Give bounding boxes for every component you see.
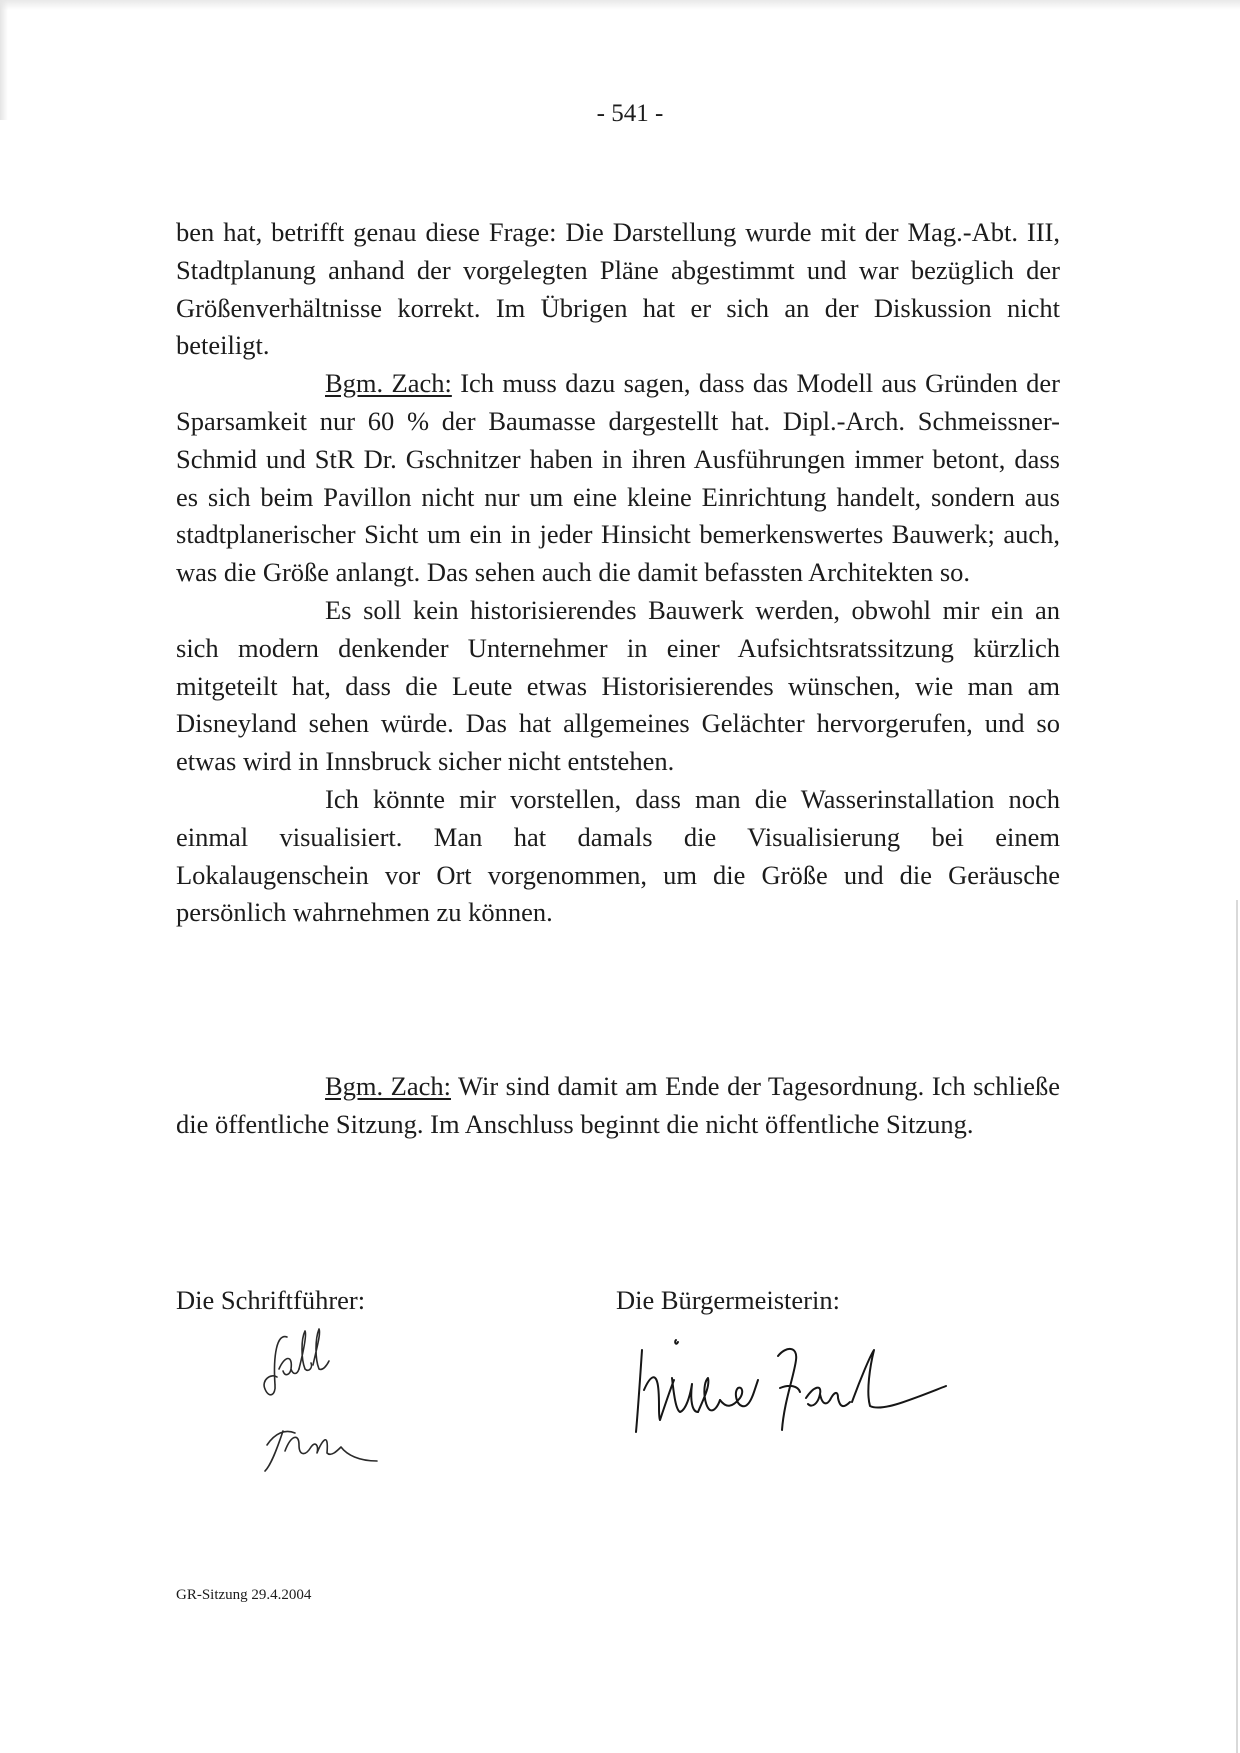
secretary-signatures bbox=[255, 1325, 445, 1495]
footer-meeting-date: GR-Sitzung 29.4.2004 bbox=[176, 1587, 312, 1603]
scan-edge-right bbox=[1236, 900, 1238, 1753]
mayor-label: Die Bürgermeisterin: bbox=[616, 1285, 840, 1315]
speaker-label: Bgm. Zach: bbox=[325, 368, 452, 399]
paragraph-continuation bbox=[176, 214, 1060, 365]
paragraph-text: Es soll kein historisierendes Bauwerk werden, obwohl mir ein an sich modern denkender Unternehmer in einer Aufsichtsratssitzung kürzlich mitgeteilt hat, dass die Leute etwas Historisierendes wünschen, wie man am Disneyland sehen würde. Das hat allgemeines Gelächter hervorgerufen, und so etwas wird in Innsbruck sicher nicht entstehen. bbox=[176, 594, 1060, 777]
paragraph-closing bbox=[176, 1068, 1060, 1144]
secretaries-label: Die Schriftführer: bbox=[176, 1285, 366, 1315]
paragraph-text: ben hat, betrifft genau diese Frage: Die Darstellung wurde mit der Mag.-Abt. III, Stadtplanung anhand der vorgelegten Pläne abgestimmt und war bezüglich der Größenverhältnisse korrekt. Im Übrigen hat er sich an der Diskussion nicht beteiligt. bbox=[176, 217, 1060, 361]
paragraph-statement bbox=[176, 781, 1060, 932]
paragraph-statement bbox=[176, 365, 1060, 592]
scan-edge-top bbox=[0, 0, 1240, 10]
page-number: - 541 - bbox=[596, 100, 664, 127]
speaker-label: Bgm. Zach: bbox=[325, 1071, 451, 1101]
paragraph-text: Ich muss dazu sagen, dass das Modell aus Gründen der Sparsamkeit nur 60 % der Baumasse dargestellt hat. Dipl.-Arch. Schmeissner-Schmid und StR Dr. Gschnitzer haben in ihren Ausführungen immer betont, dass es sich beim Pavillon nicht nur um eine kleine Einrichtung handelt, sondern aus stadtplanerischer Sicht um ein in jeder Hinsicht bemerkenswertes Bauwerk; auch, was die Größe anlangt. Das sehen auch die damit befassten Architekten so. bbox=[176, 368, 1060, 588]
mayor-signature bbox=[630, 1320, 970, 1450]
minutes-body bbox=[176, 214, 1060, 932]
paragraph-text: Wir sind damit am Ende der Tagesordnung. Ich schließe die öffentliche Sitzung. Im Anschluss beginnt die nicht öffentliche Sitzung. bbox=[176, 1071, 1060, 1139]
paragraph-text: Ich könnte mir vorstellen, dass man die Wasserinstallation noch einmal visualisiert. Man hat damals die Visualisierung bei einem Lokalaugenschein vor Ort vorgenommen, um die Größe und die Geräusche persönlich wahrnehmen zu können. bbox=[176, 783, 1060, 928]
closing-statement bbox=[176, 1068, 1060, 1144]
paragraph-statement bbox=[176, 592, 1060, 781]
